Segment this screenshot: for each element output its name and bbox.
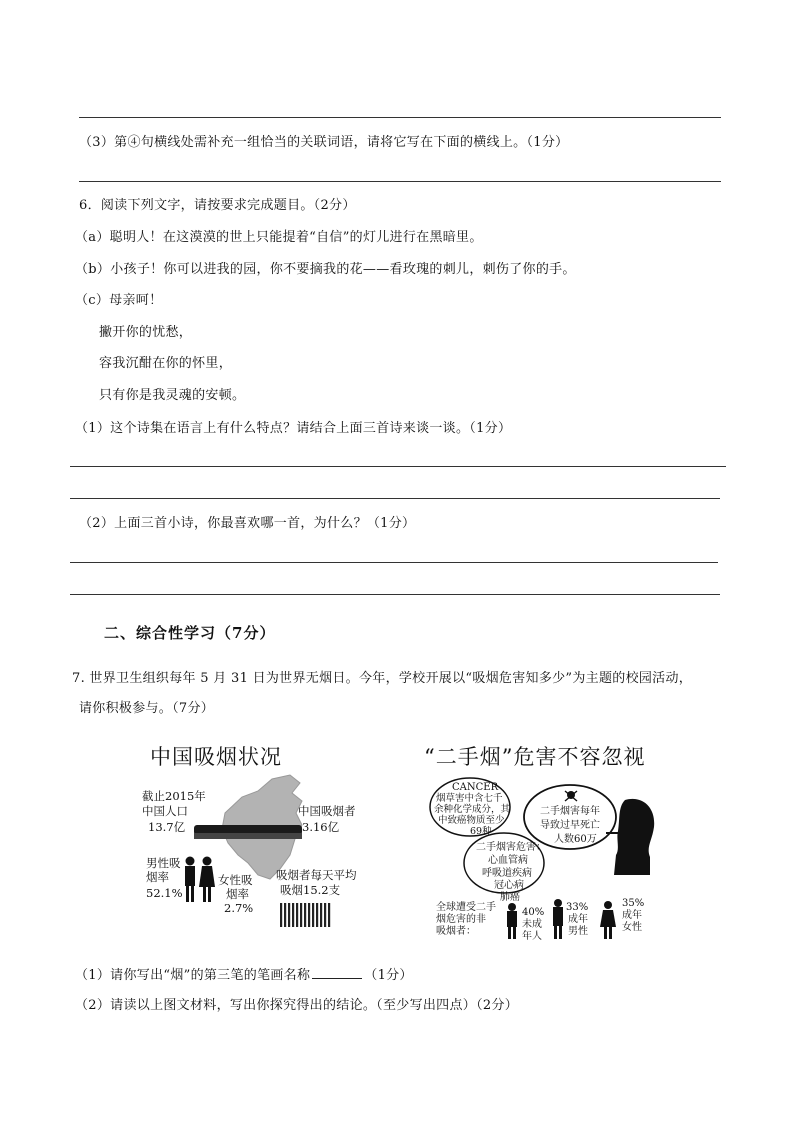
man-percent: 33% <box>566 902 589 913</box>
population-value: 13.7亿 <box>148 820 186 834</box>
female-figure-icon <box>199 857 215 903</box>
female-rate-label-2: 烟率 <box>226 887 249 901</box>
secondhand-smoke-figure <box>420 735 670 940</box>
bubble2-line2: 导致过早死亡 <box>540 820 600 831</box>
q7-sub1-score: （1分） <box>364 968 413 983</box>
adult-man-figure-icon <box>553 899 563 939</box>
answer-line <box>79 181 721 182</box>
china-map-graphic <box>130 735 380 935</box>
q6-header: 6．阅读下列文字，请按要求完成题目。（2分） <box>79 198 356 213</box>
answer-blank <box>312 966 362 979</box>
q6-poem-c-line1: 撇开你的忧愁， <box>99 325 193 340</box>
woman-label-2: 女性 <box>622 922 642 933</box>
answer-line <box>70 562 718 563</box>
bubble1-line4: 69种 <box>470 826 492 837</box>
exposed-label-3: 吸烟者： <box>436 926 476 937</box>
q6-poem-b: （b）小孩子！你可以进我的园，你不要摘我的花——看玫瑰的刺儿，刺伤了你的手。 <box>75 262 576 277</box>
male-rate-value: 52.1% <box>146 886 183 900</box>
bubble2-line3: 人数60万 <box>554 834 597 845</box>
answer-line <box>70 498 720 499</box>
minor-percent: 40% <box>522 907 545 918</box>
cigarettes-bundle-icon <box>280 903 330 927</box>
figure-title: “二手烟”危害不容忽视 <box>424 745 646 769</box>
population-label-1: 截止2015年 <box>142 789 206 803</box>
minor-label-1: 未成 <box>522 919 542 930</box>
male-rate-label-1: 男性吸 <box>146 856 181 870</box>
q7-text-line1: 7. 世界卫生组织每年 5 月 31 日为世界无烟日。今年，学校开展以“吸烟危害知多少”为主题的校园活动， <box>72 671 693 686</box>
cancer-word: CANCER <box>452 782 499 793</box>
minor-label-2: 年人 <box>522 931 542 942</box>
population-people-row <box>194 825 302 839</box>
bubble1-line3: 中致癌物质至少 <box>438 815 505 826</box>
adult-woman-figure-icon <box>600 901 616 939</box>
q5-sub3: （3）第④句横线处需补充一组恰当的关联词语，请将它写在下面的横线上。（1分） <box>79 135 569 150</box>
answer-line <box>70 466 726 467</box>
population-label-2: 中国人口 <box>142 804 188 818</box>
female-rate-label-1: 女性吸 <box>218 873 253 887</box>
bubble3-line5: 肺癌 <box>500 892 520 903</box>
answer-line <box>79 117 721 118</box>
q6-poem-c: （c）母亲呵！ <box>75 293 163 308</box>
bubble3-line2: 心血管病 <box>488 855 528 866</box>
smokers-label: 中国吸烟者 <box>298 804 356 818</box>
man-label-2: 男性 <box>568 926 588 937</box>
woman-label-1: 成年 <box>622 910 642 921</box>
smoking-status-figure <box>130 735 380 935</box>
bubble3-line1: 二手烟害危害： <box>476 842 546 853</box>
q7-sub1-text: （1）请你写出“烟”的第三笔的笔画名称 <box>75 968 311 983</box>
answer-line <box>70 594 720 595</box>
minor-figure-icon <box>507 903 517 939</box>
q7-sub2: （2）请读以上图文材料，写出你探究得出的结论。（至少写出四点）（2分） <box>75 998 519 1013</box>
q6-poem-a: （a）聪明人！在这漠漠的世上只能提着“自信”的灯儿进行在黑暗里。 <box>75 230 483 245</box>
section-title: 二、综合性学习（7分） <box>104 624 276 642</box>
exposed-label-2: 烟危害的非 <box>436 914 486 925</box>
bubble3-line4: 冠心病 <box>494 880 524 891</box>
skull-icon <box>565 791 577 801</box>
smoker-silhouette-icon <box>614 799 654 875</box>
man-label-1: 成年 <box>568 914 588 925</box>
female-rate-value: 2.7% <box>224 901 254 915</box>
q6-sub1: （1）这个诗集在语言上有什么特点？请结合上面三首诗来谈一谈。（1分） <box>75 421 512 436</box>
bubble1-line2: 余种化学成分，其 <box>434 804 511 815</box>
q6-poem-c-line2: 容我沉酣在你的怀里， <box>99 356 233 371</box>
daily-cigarettes-label-2: 吸烟15.2支 <box>280 883 341 897</box>
bubble3-line3: 呼吸道疾病 <box>482 868 532 879</box>
bubble2-line1: 二手烟害每年 <box>540 806 600 817</box>
q7-sub1 <box>75 966 413 985</box>
male-rate-label-2: 烟率 <box>146 870 169 884</box>
daily-cigarettes-label-1: 吸烟者每天平均 <box>276 868 357 882</box>
figure-title: 中国吸烟状况 <box>150 745 282 769</box>
q6-sub2: （2）上面三首小诗，你最喜欢哪一首，为什么？（1分） <box>79 516 416 531</box>
male-figure-icon <box>185 857 195 903</box>
q7-text-line2: 请你积极参与。（7分） <box>79 701 215 716</box>
bubble1-line1: 烟草害中含七千 <box>436 793 503 804</box>
exposed-label-1: 全球遭受二手 <box>436 902 496 913</box>
smokers-value: 3.16亿 <box>302 820 340 834</box>
q6-poem-c-line3: 只有你是我灵魂的安顿。 <box>99 388 246 403</box>
woman-percent: 35% <box>622 898 645 909</box>
